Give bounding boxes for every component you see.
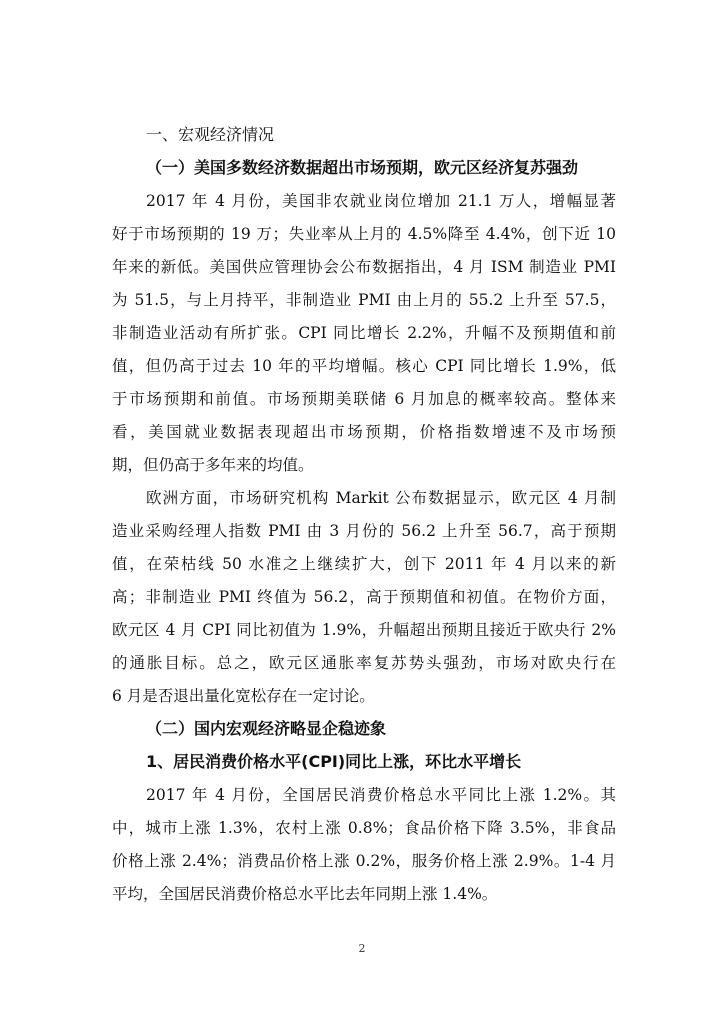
paragraph-line: 欧洲方面，市场研究机构 Markit 公布数据显示，欧元区 4 月制 [146, 489, 616, 507]
paragraph-line: 欧元区 4 月 CPI 同比初值为 1.9%，升幅超出预期且接近于欧央行 2% [112, 621, 616, 639]
paragraph-line: 的通胀目标。总之，欧元区通胀率复苏势头强劲，市场对欧央行在 [112, 654, 616, 672]
paragraph-line: 看，美国就业数据表现超出市场预期，价格指数增速不及市场预 [112, 423, 616, 441]
paragraph-line: 非制造业活动有所扩张。CPI 同比增长 2.2%，升幅不及预期值和前 [112, 324, 616, 342]
paragraph-line: 价格上涨 2.4%；消费品价格上涨 0.2%，服务价格上涨 2.9%。1-4 月 [112, 852, 616, 870]
paragraph-line-last: 平均，全国居民消费价格总水平比去年同期上涨 1.4%。 [112, 885, 498, 903]
paragraph-line: 值，在荣枯线 50 水准之上继续扩大，创下 2011 年 4 月以来的新 [112, 555, 616, 573]
paragraph-line: 高；非制造业 PMI 终值为 56.2，高于预期值和初值。在物价方面， [112, 588, 616, 606]
subsection-heading-domestic: （二）国内宏观经济略显企稳迹象 [146, 719, 387, 738]
paragraph-line: 中，城市上涨 1.3%，农村上涨 0.8%；食品价格下降 3.5%，非食品 [112, 819, 616, 837]
paragraph-line: 好于市场预期的 19 万；失业率从上月的 4.5%降至 4.4%，创下近 10 [112, 225, 616, 243]
paragraph-line: 年来的新低。美国供应管理协会公布数据指出，4 月 ISM 制造业 PMI [112, 258, 616, 276]
subsection-heading-cpi: 1、居民消费价格水平(CPI)同比上涨，环比水平增长 [146, 752, 522, 771]
paragraph-line: 造业采购经理人指数 PMI 由 3 月份的 56.2 上升至 56.7，高于预期 [112, 522, 616, 540]
paragraph-line-last: 6 月是否退出量化宽松存在一定讨论。 [112, 687, 375, 705]
paragraph-line: 于市场预期和前值。市场预期美联储 6 月加息的概率较高。整体来 [112, 390, 616, 408]
paragraph-line: 值，但仍高于过去 10 年的平均增幅。核心 CPI 同比增长 1.9%，低 [112, 357, 616, 375]
section-heading: 一、宏观经济情况 [146, 125, 275, 144]
subsection-heading-us-eurozone: （一）美国多数经济数据超出市场预期，欧元区经济复苏强劲 [146, 158, 579, 177]
paragraph-line: 2017 年 4 月份，美国非农就业岗位增加 21.1 万人，增幅显著 [146, 192, 616, 210]
page-number: 2 [358, 942, 366, 955]
paragraph-line: 为 51.5，与上月持平，非制造业 PMI 由上月的 55.2 上升至 57.5， [112, 291, 616, 309]
paragraph-line: 2017 年 4 月份，全国居民消费价格总水平同比上涨 1.2%。其 [146, 786, 616, 804]
paragraph-line-last: 期，但仍高于多年来的均值。 [112, 456, 314, 474]
